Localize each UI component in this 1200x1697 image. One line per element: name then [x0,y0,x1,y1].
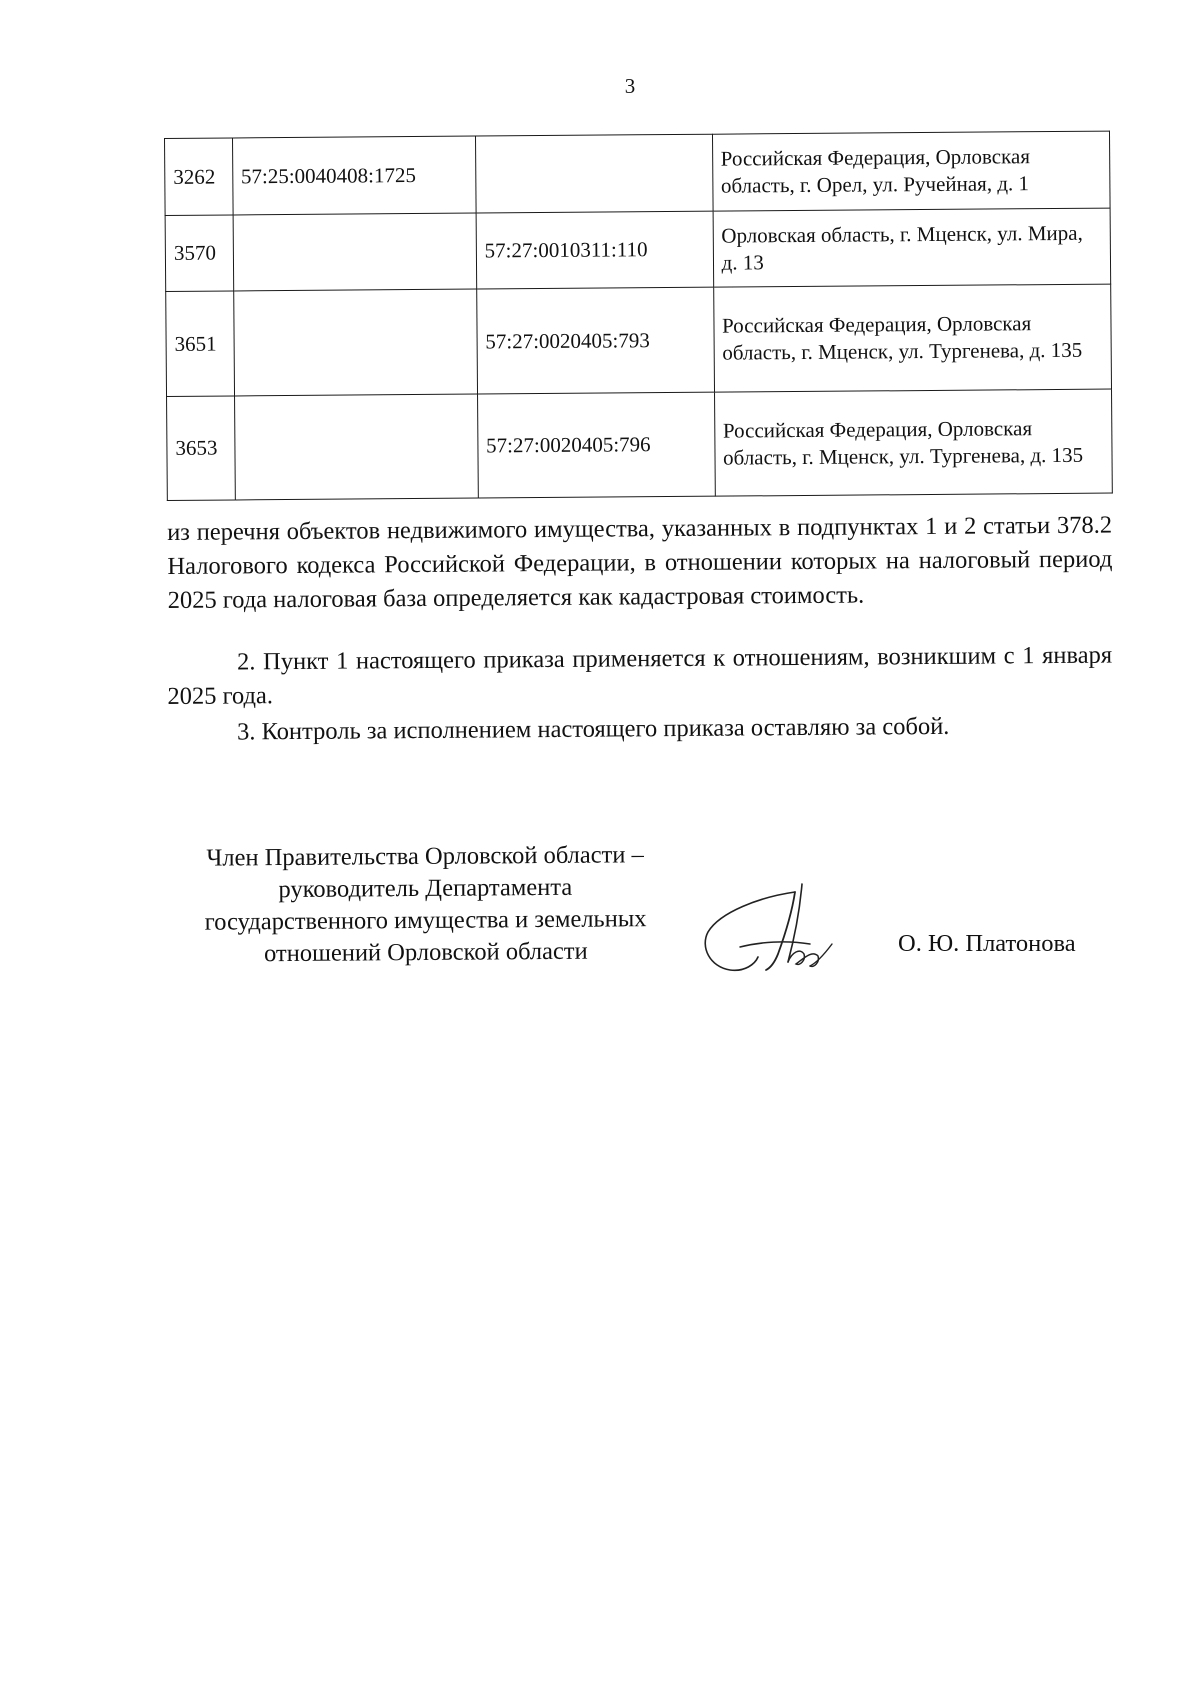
property-table [164,131,1113,501]
cell-cadastral-number-2 [475,134,712,213]
table-row [166,284,1112,396]
paragraph-item-3: 3. Контроль за исполнением настоящего приказа оставляю за собой. [237,712,950,746]
cell-cadastral-number-1 [233,289,477,396]
table-row [165,208,1111,291]
cell-address: Орловская область, г. Мценск, ул. Мира, д. 13 [713,208,1111,287]
handwritten-signature-icon [700,872,850,992]
table-row [165,131,1111,215]
cell-address: Российская Федерация, Орловская область, г. Орел, ул. Ручейная, д. 1 [712,131,1110,211]
cell-cadastral-number-2: 57:27:0020405:796 [477,392,715,498]
cell-cadastral-number-1: 57:25:0040408:1725 [232,136,476,215]
position-line: Член Правительства Орловской области – [206,841,644,872]
page-number: 3 [624,74,636,98]
position-line: государственного имущества и земельных [204,905,647,936]
cell-number: 3570 [165,215,233,292]
cell-cadastral-number-2: 57:27:0010311:110 [476,211,713,289]
paragraph-item-2: 2. Пункт 1 настоящего приказа применяется к отношениям, возникшим с 1 января 2025 года. [167,641,1113,710]
cell-cadastral-number-1 [234,394,478,500]
signatory-position [160,839,691,971]
cell-cadastral-number-2: 57:27:0020405:793 [476,287,714,394]
signer-name: О. Ю. Платонова [898,930,1076,957]
position-line: отношений Орловской области [263,937,588,968]
cell-address: Российская Федерация, Орловская область, г. Мценск, ул. Тургенева, д. 135 [714,389,1112,496]
paragraph-continuation: из перечня объектов недвижимого имущества, указанных в подпунктах 1 и 2 статьи 378.2 Налогового кодекса Российской Федерации, в отношении которых на налоговый период 2025 года налоговая база определяется как кадастровая стоимость. [167,511,1113,614]
table-row [167,389,1113,500]
cell-number: 3651 [166,291,234,397]
cell-address: Российская Федерация, Орловская область, г. Мценск, ул. Тургенева, д. 135 [713,284,1111,392]
cell-number: 3653 [167,396,235,501]
cell-number: 3262 [165,138,233,216]
cell-cadastral-number-1 [233,213,477,291]
position-line: руководитель Департамента [278,873,573,904]
